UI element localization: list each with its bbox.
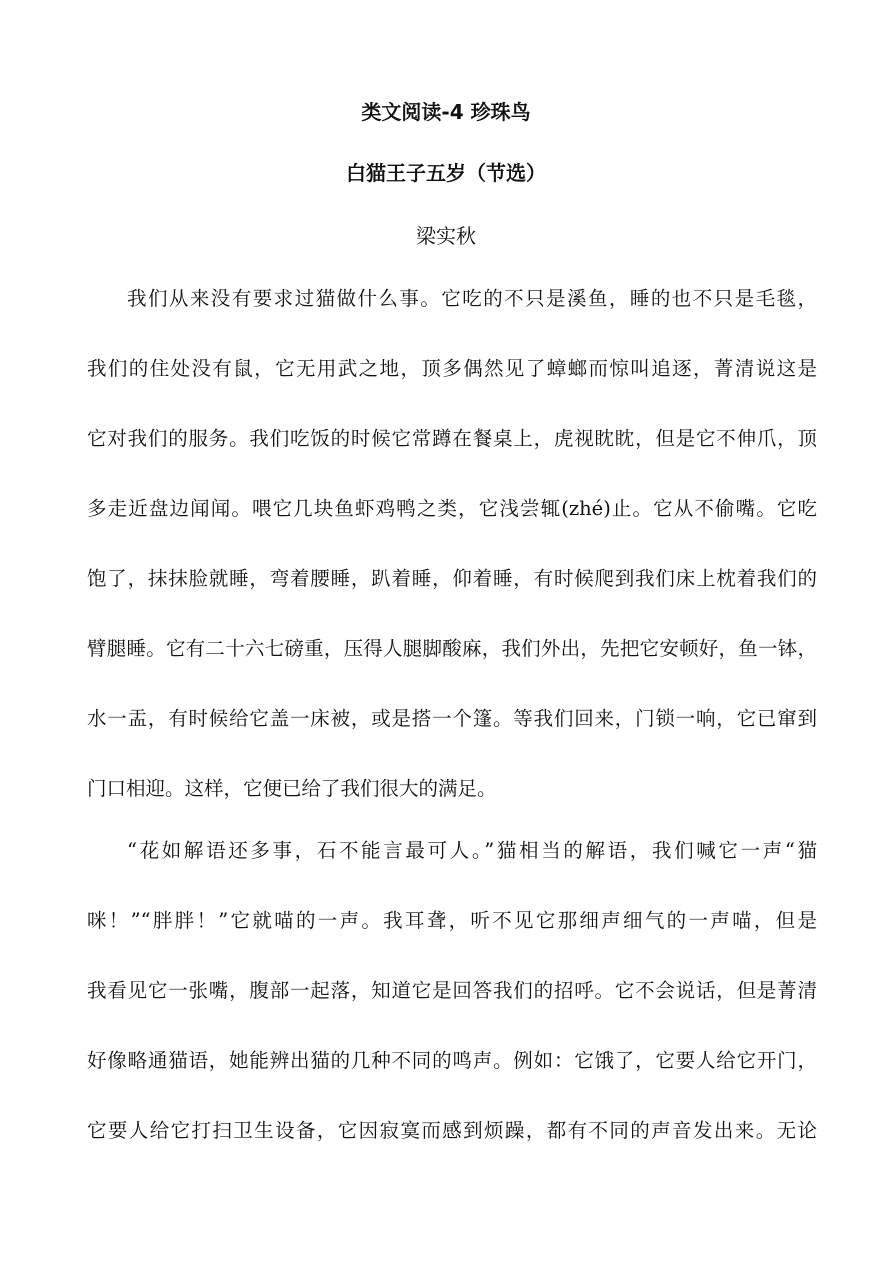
paragraph-line: 我们从来没有要求过猫做什么事。它吃的不只是溪鱼，睡的也不只是毛毯， [127,287,817,310]
article-title: 白猫王子五岁（节选） [346,161,546,185]
paragraph-line: “花如解语还多事，石不能言最可人。”猫相当的解语，我们喊它一声“猫 [127,839,817,862]
paragraph-line: 多走近盘边闻闻。喂它几块鱼虾鸡鸭之类，它浅尝辄(zhé)止。它从不偷嘴。它吃 [87,497,817,520]
paragraph-line: 它对我们的服务。我们吃饭的时候它常蹲在餐桌上，虎视眈眈，但是它不伸爪，顶 [87,427,817,450]
paragraph-line: 它要人给它打扫卫生设备，它因寂寞而感到烦躁，都有不同的声音发出来。无论 [87,1119,817,1142]
document-title: 类文阅读-4 珍珠鸟 [361,100,531,124]
paragraph-line: 水一盂，有时候给它盖一床被，或是搭一个篷。等我们回来，门锁一响，它已窜到 [87,707,817,730]
paragraph-line: 我看见它一张嘴，腹部一起落，知道它是回答我们的招呼。它不会说话，但是菁清 [87,979,817,1002]
paragraph-line: 咪！”“胖胖！”它就喵的一声。我耳聋，听不见它那细声细气的一声喵，但是 [87,909,817,932]
author-name: 梁实秋 [416,224,476,248]
paragraph-line: 好像略通猫语，她能辨出猫的几种不同的鸣声。例如：它饿了，它要人给它开门， [87,1049,817,1072]
paragraph-line: 臂腿睡。它有二十六七磅重，压得人腿脚酸麻，我们外出，先把它安顿好，鱼一钵， [87,637,817,660]
paragraph-line: 门口相迎。这样，它便已给了我们很大的满足。 [87,777,497,800]
paragraph-line: 饱了，抹抹脸就睡，弯着腰睡，趴着睡，仰着睡，有时候爬到我们床上枕着我们的 [87,567,817,590]
paragraph-line: 我们的住处没有鼠，它无用武之地，顶多偶然见了蟑螂而惊叫追逐，菁清说这是 [87,357,817,380]
